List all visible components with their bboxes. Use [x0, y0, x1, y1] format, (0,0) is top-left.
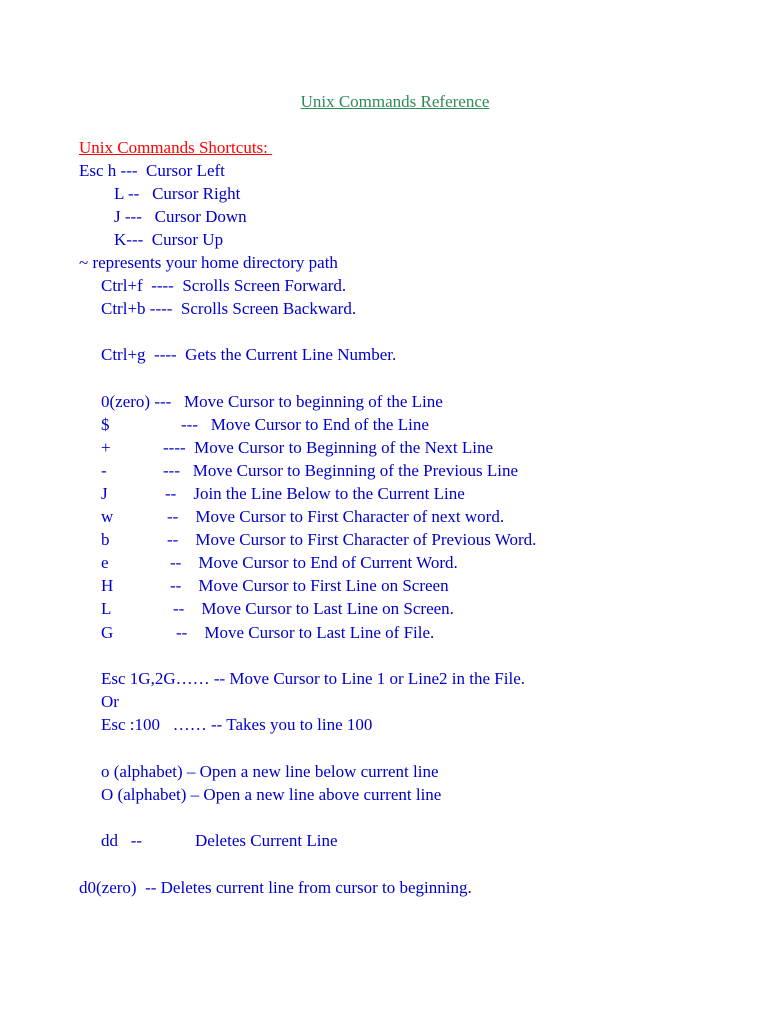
shortcut-line: o (alphabet) – Open a new line below current line: [101, 762, 439, 781]
shortcut-line: Esc 1G,2G…… -- Move Cursor to Line 1 or Line2 in the File.: [101, 669, 525, 688]
shortcut-line: d0(zero) -- Deletes current line from cursor to beginning.: [79, 878, 472, 897]
shortcut-line: 0(zero) --- Move Cursor to beginning of the Line: [101, 392, 443, 411]
shortcut-line: Esc :100 …… -- Takes you to line 100: [101, 715, 373, 734]
shortcut-key: -: [101, 461, 107, 480]
shortcut-description: -- Move Cursor to Last Line of File.: [176, 623, 435, 642]
shortcut-key: +: [101, 438, 111, 457]
shortcut-line: Ctrl+g ---- Gets the Current Line Number.: [101, 345, 397, 364]
shortcut-description: -- Join the Line Below to the Current Line: [165, 484, 465, 503]
shortcut-key: $: [101, 415, 110, 434]
shortcut-key: b: [101, 530, 110, 549]
shortcut-description: --- Move Cursor to End of the Line: [181, 415, 429, 434]
document-title: Unix Commands Reference: [300, 92, 490, 111]
section-heading: Unix Commands Shortcuts:: [79, 138, 273, 157]
shortcut-line: Esc h --- Cursor Left: [79, 161, 225, 180]
shortcut-key: dd --: [101, 831, 143, 850]
shortcut-line: Ctrl+f ---- Scrolls Screen Forward.: [101, 276, 347, 295]
shortcut-description: ---- Move Cursor to Beginning of the Next Line: [163, 438, 494, 457]
shortcut-line: Ctrl+b ---- Scrolls Screen Backward.: [101, 299, 357, 318]
shortcut-description: -- Move Cursor to First Line on Screen: [170, 576, 449, 595]
shortcut-description: -- Move Cursor to Last Line on Screen.: [173, 599, 454, 618]
shortcut-key: e: [101, 553, 109, 572]
shortcut-description: -- Move Cursor to First Character of next word.: [167, 507, 505, 526]
shortcut-line: O (alphabet) – Open a new line above current line: [101, 785, 442, 804]
shortcut-key: J: [101, 484, 108, 503]
shortcut-description: --- Move Cursor to Beginning of the Previous Line: [163, 461, 519, 480]
shortcut-key: G: [101, 623, 114, 642]
shortcut-key: w: [101, 507, 114, 526]
shortcut-key: L: [101, 599, 112, 618]
shortcut-key: H: [101, 576, 114, 595]
shortcut-line: K--- Cursor Up: [114, 230, 224, 249]
shortcut-description: Deletes Current Line: [195, 831, 338, 850]
shortcut-line: J --- Cursor Down: [114, 207, 247, 226]
shortcut-line: L -- Cursor Right: [114, 184, 241, 203]
shortcut-line: Or: [101, 692, 119, 711]
shortcut-description: -- Move Cursor to First Character of Previous Word.: [167, 530, 537, 549]
shortcut-description: -- Move Cursor to End of Current Word.: [170, 553, 458, 572]
shortcut-line: ~ represents your home directory path: [79, 253, 338, 272]
